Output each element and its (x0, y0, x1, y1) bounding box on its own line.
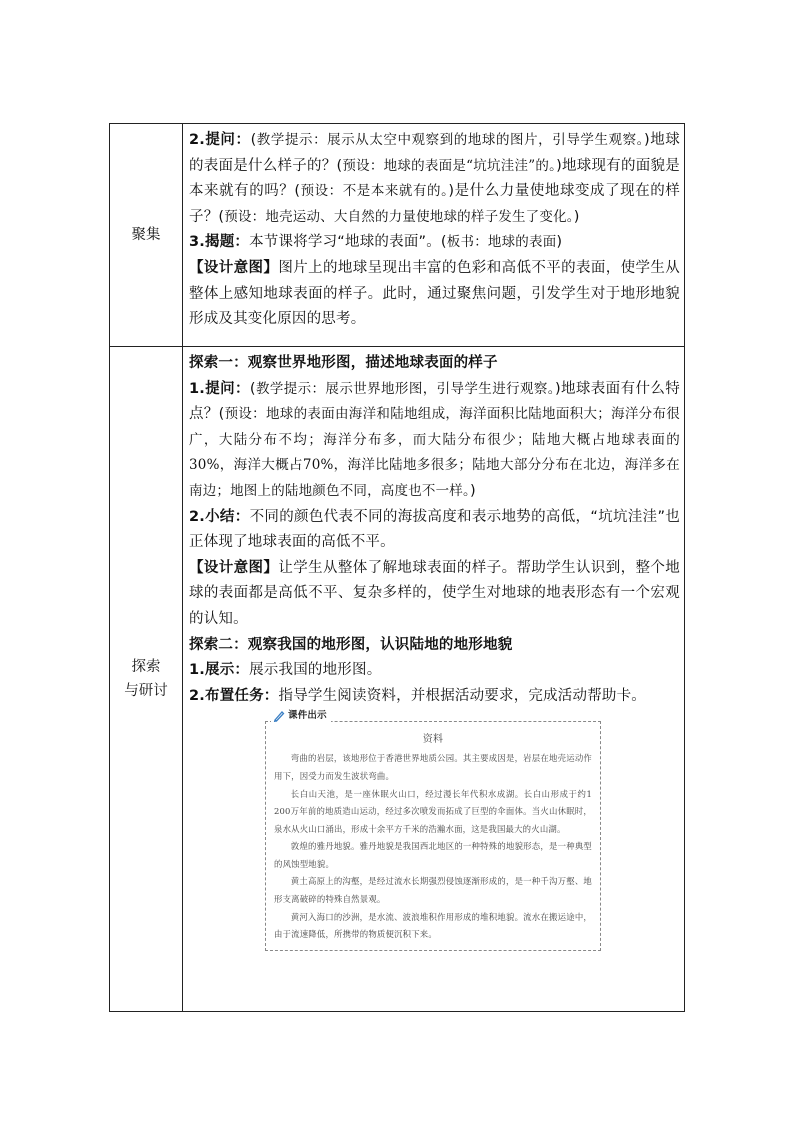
content-paragraph (189, 256, 680, 333)
paragraph-heading: 2.布置任务： (189, 687, 279, 704)
paragraph-text: ) (469, 482, 476, 499)
row-label: 聚集 (131, 227, 161, 243)
paragraph-heading: 1.提问： (189, 380, 250, 397)
courseware-paragraph: 黄河入海口的沙洲，是水流、波浪堆积作用形成的堆积地貌。流水在搬运途中，由于流速降低，所携带的物质便沉积下来。 (274, 911, 592, 940)
courseware-paragraph: 长白山天池，是一座休眠火山口，经过漫长年代积水成湖。长白山形成于约1 200万年前的地质造山运动，经过多次喷发而拓成了巨型的伞面体。当火山休眠时，泉水从火山口涌出，形成十余平方千米的浩瀚水面，这是我国最大的火山湖。 (274, 788, 592, 834)
paragraph-text: 不同的颜色代表不同的海拔高度和表示地势的高低，“坑坑洼洼”也正体现了地球表面的高低不平。 (189, 508, 680, 551)
teaching-note: 教学提示：展示从太空中观察到的地球的图片，引导学生观察。 (256, 132, 644, 148)
preset-answer: 预设：地球的表面是“坑坑洼洼”的。 (342, 157, 557, 174)
preset-answer: 预设：地球的表面由海洋和陆地组成，海洋面积比陆地面积大；海洋分布很广，大陆分布不均；海洋分布多，而大陆分布很少；陆地大概占地球表面的30%，海洋大概占70%，海洋比陆地多很多；陆地大部分分布在北边，海洋多在南边；地图上的陆地颜色不同，高度也不一样。 (189, 406, 680, 499)
row-content-cell (183, 124, 685, 347)
courseware-box (265, 721, 601, 951)
paragraph-heading: 2.小结： (189, 508, 250, 525)
content-paragraph (189, 128, 680, 230)
paragraph-text: )地球的表面是什么样子的？( (189, 132, 680, 174)
courseware-panel (265, 710, 601, 951)
row-label: 与研讨 (124, 683, 168, 699)
row-label: 探索 (131, 659, 161, 675)
paragraph-heading: 探索一：观察世界地形图，描述地球表面的样子 (189, 355, 498, 371)
section-heading (189, 351, 680, 377)
teaching-note: 教学提示：展示世界地形图，引导学生进行观察。 (255, 380, 555, 397)
lesson-plan-table (109, 123, 685, 1012)
paragraph-text: )地球表面有什么特点？( (189, 380, 680, 423)
row-content-cell (183, 347, 685, 1012)
courseware-tag-label: 课件出示 (288, 710, 327, 722)
paragraph-heading: 探索二：观察我国的地形图，认识陆地的地形地貌 (189, 636, 513, 653)
section-heading (189, 633, 680, 659)
table-row-focus (110, 124, 685, 347)
paragraph-heading: 【设计意图】 (189, 259, 279, 276)
paragraph-text: 让学生从整体了解地球表面的样子。帮助学生认识到，整个地球的表面都是高低不平、复杂多样的，使学生对地球的地表形态有一个宏观的认知。 (189, 559, 680, 627)
paragraph-text: 图片上的地球呈现出丰富的色彩和高低不平的表面，使学生从整体上感知地球表面的样子。此时，通过聚焦问题，引发学生对于地形地貌形成及其变化原因的思考。 (189, 259, 680, 328)
paragraph-heading: 【设计意图】 (189, 559, 279, 576)
content-paragraph (189, 658, 680, 684)
courseware-paragraph: 弯曲的岩层，该地形位于香港世界地质公园。其主要成因是，岩层在地壳运动作用下，因受力而发生波状弯曲。 (274, 753, 592, 781)
content-paragraph (189, 230, 680, 256)
paragraph-text: 展示我国的地形图。 (249, 662, 382, 679)
preset-answer: 预设：地壳运动、大自然的力量使地球的样子发生了变化。 (224, 208, 574, 225)
courseware-paragraph: 黄土高原上的沟壑，是经过流水长期强烈侵蚀逐渐形成的，是一种千沟万壑、地形支离破碎的特殊自然景观。 (274, 876, 592, 905)
table-row-explore (110, 347, 685, 1012)
paragraph-text: )是什么力量使地球变成了现在的样子？( (189, 183, 681, 225)
paragraph-heading: 1.展示： (189, 662, 250, 679)
paragraph-text: ) (573, 208, 580, 225)
content-paragraph (189, 556, 680, 633)
paragraph-text: 指导学生阅读资料，并根据活动要求，完成活动帮助卡。 (278, 687, 646, 704)
content-paragraph (189, 505, 680, 556)
paragraph-heading: 3.揭题： (189, 234, 250, 251)
row-label-cell (110, 347, 183, 1012)
row-label-cell (110, 124, 183, 347)
paragraph-text: ) (556, 234, 563, 251)
courseware-paragraph: 敦煌的雅丹地貌。雅丹地貌是我国西北地区的一种特殊的地貌形态，是一种典型的风蚀型地貌。 (274, 841, 592, 869)
paragraph-heading: 2.提问： (189, 132, 251, 148)
courseware-title: 资料 (422, 734, 444, 746)
paragraph-text: )地球现有的面貌是本来就有的吗？( (189, 157, 680, 200)
courseware-tag (271, 709, 331, 723)
paragraph-text: 本节课将学习“地球的表面”。( (249, 234, 447, 251)
pencil-icon (273, 710, 285, 722)
content-paragraph (189, 684, 680, 710)
board-note: 板书：地球的表面 (446, 234, 557, 251)
preset-answer: 预设：不是本来就有的。 (300, 183, 449, 200)
paragraph-text: ( (249, 380, 256, 397)
content-paragraph (189, 377, 680, 505)
paragraph-text: ( (250, 132, 257, 148)
